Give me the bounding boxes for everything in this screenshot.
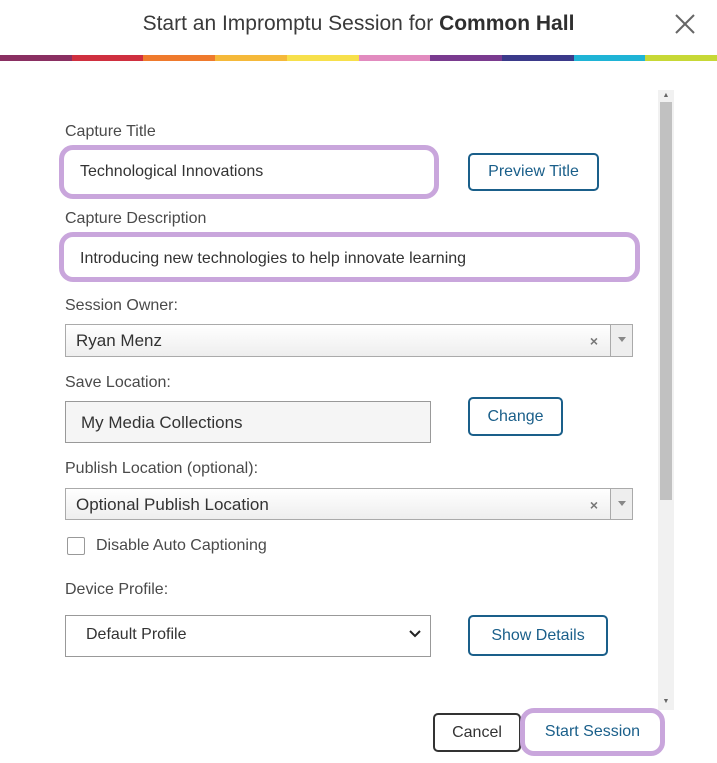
close-icon: [669, 10, 701, 40]
close-button[interactable]: [669, 10, 701, 40]
chevron-down-icon: [407, 626, 423, 642]
rainbow-stripe: [574, 55, 646, 61]
rainbow-stripe: [502, 55, 574, 61]
rainbow-stripe: [0, 55, 72, 61]
dialog-title: [0, 12, 717, 36]
save-location-label: Save Location:: [65, 374, 171, 391]
dialog-title-prefix: Start an Impromptu Session for: [142, 12, 434, 35]
rainbow-stripe: [143, 55, 215, 61]
capture-description-input[interactable]: [59, 232, 640, 282]
session-owner-label: Session Owner:: [65, 297, 178, 314]
dialog-header: [0, 0, 717, 55]
rainbow-divider: [0, 55, 717, 61]
cancel-button[interactable]: Cancel: [433, 713, 521, 752]
session-owner-select[interactable]: [65, 324, 633, 357]
device-profile-select[interactable]: [65, 615, 431, 657]
rainbow-stripe: [215, 55, 287, 61]
dialog-title-room: Common Hall: [439, 12, 575, 35]
capture-description-value: Introducing new technologies to help innovate learning: [80, 250, 467, 267]
capture-title-label: Capture Title: [65, 123, 156, 140]
show-details-button[interactable]: Show Details: [468, 615, 608, 656]
publish-location-label: Publish Location (optional):: [65, 460, 259, 477]
publish-location-clear-icon[interactable]: ×: [589, 497, 598, 513]
device-profile-value: Default Profile: [86, 626, 187, 643]
rainbow-stripe: [645, 55, 717, 61]
scroll-down-arrow-icon[interactable]: ▼: [662, 698, 670, 705]
capture-description-label: Capture Description: [65, 210, 207, 227]
device-profile-label: Device Profile:: [65, 581, 169, 598]
save-location-field: [65, 401, 431, 443]
chevron-down-icon: [618, 501, 626, 506]
scroll-up-arrow-icon[interactable]: ▲: [662, 92, 670, 99]
save-location-value: My Media Collections: [81, 413, 243, 432]
publish-location-value: Optional Publish Location: [76, 495, 269, 514]
capture-title-input[interactable]: [59, 145, 439, 199]
session-owner-clear-icon[interactable]: ×: [589, 333, 598, 349]
publish-location-select[interactable]: [65, 488, 633, 520]
rainbow-stripe: [72, 55, 144, 61]
rainbow-stripe: [287, 55, 359, 61]
chevron-down-icon: [618, 337, 626, 342]
preview-title-button[interactable]: Preview Title: [468, 153, 599, 191]
session-owner-value: Ryan Menz: [76, 331, 162, 350]
disable-auto-captioning-checkbox[interactable]: [67, 537, 85, 555]
rainbow-stripe: [359, 55, 431, 61]
session-owner-dropdown-toggle[interactable]: [610, 325, 632, 356]
rainbow-stripe: [430, 55, 502, 61]
start-session-button[interactable]: Start Session: [544, 723, 641, 740]
capture-title-value: Technological Innovations: [80, 163, 264, 180]
scrollbar[interactable]: [658, 90, 674, 710]
publish-location-dropdown-toggle[interactable]: [610, 489, 632, 519]
disable-auto-captioning-label[interactable]: Disable Auto Captioning: [96, 537, 267, 554]
change-button[interactable]: Change: [468, 397, 563, 436]
start-session-highlight: [520, 708, 665, 756]
scrollbar-thumb[interactable]: [660, 102, 672, 500]
